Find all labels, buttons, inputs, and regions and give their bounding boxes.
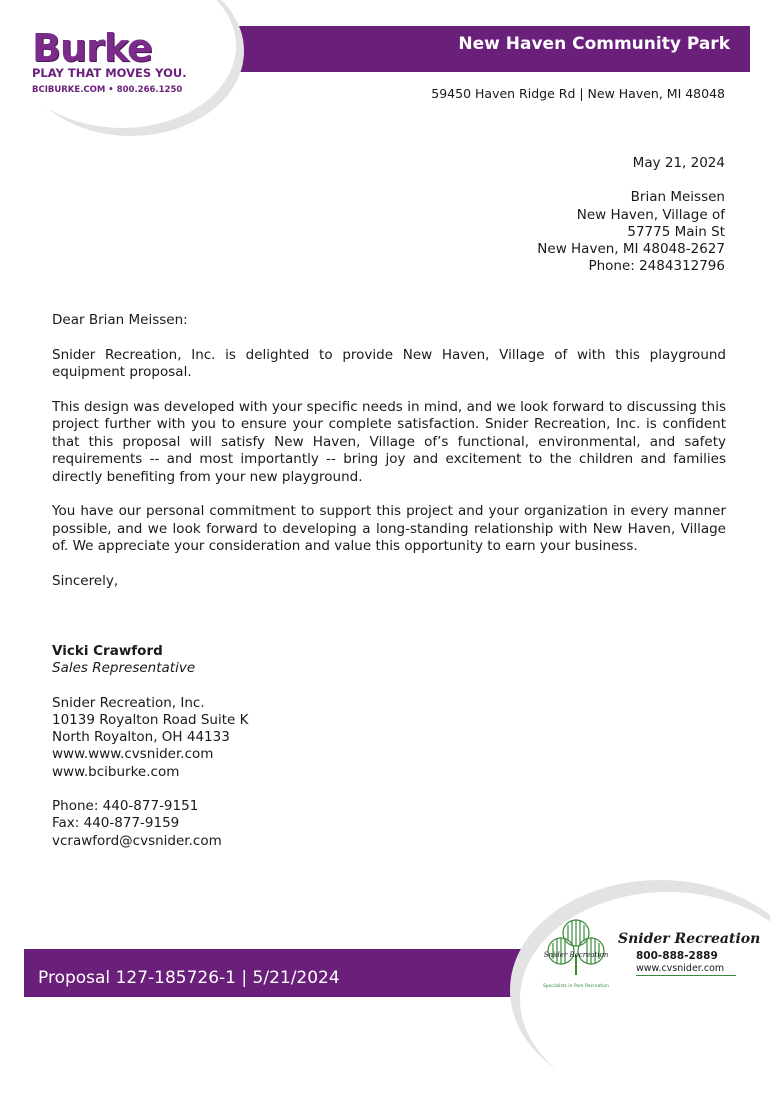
recipient-city: New Haven, MI 48048-2627 [537, 241, 725, 258]
contact-info [52, 798, 248, 850]
burke-logo [32, 26, 192, 95]
svg-text:Snider Recreation: Snider Recreation [543, 951, 609, 959]
snider-recreation-logo [540, 915, 761, 995]
recipient-name: Brian Meissen [630, 189, 725, 206]
salutation: Dear Brian Meissen: [52, 312, 188, 328]
recipient-block [537, 155, 725, 276]
letter-paragraph: You have our personal commitment to support this project and your organization in every manner possible, and we look forward to developing a long-standing relationship with New Haven, Village of. We appreciate your consideration and value this opportunity to earn your business. [52, 503, 726, 554]
company-name: Snider Recreation, Inc. [52, 694, 205, 711]
burke-tagline: PLAY THAT MOVES YOU. [32, 66, 187, 80]
recipient-organization: New Haven, Village of [576, 206, 725, 223]
company-address-line1: 10139 Royalton Road Suite K [52, 711, 249, 728]
proposal-footer: Proposal 127-185726-1 | 5/21/2024 [38, 968, 340, 988]
park-name: New Haven Community Park [458, 34, 730, 54]
signature-block [52, 643, 248, 850]
signer-fax: Fax: 440-877-9159 [52, 815, 180, 832]
recipient-phone: Phone: 2484312796 [588, 258, 725, 275]
shamrock-icon [540, 915, 612, 993]
company-website-link[interactable]: www.www.cvsnider.com [52, 746, 214, 763]
letter-paragraph: Snider Recreation, Inc. is delighted to provide New Haven, Village of with this playground equipment proposal. [52, 346, 726, 380]
closing: Sincerely, [52, 572, 119, 589]
letter-body [52, 312, 726, 607]
svg-text:Specialists in Park Recreation: Specialists in Park Recreation [542, 984, 610, 989]
company-address [52, 695, 248, 781]
signer-email-link[interactable]: vcrawford@cvsnider.com [52, 832, 222, 849]
letter-paragraph: This design was developed with your specific needs in mind, and we look forward to discussing this project further with you to ensure your complete satisfaction. Snider Recreation, Inc. is confident that this proposal will satisfy New Haven, Village of’s functional, environmental, and safety requirements -- and most importantly -- bring joy and excitement to the children and families directly benefiting from your new playground. [52, 398, 726, 485]
signer-name: Vicki Crawford [52, 643, 163, 659]
dealer-name: Snider Recreation [618, 931, 761, 947]
company-address-line2: North Royalton, OH 44133 [52, 729, 230, 746]
signer-title: Sales Representative [52, 660, 196, 677]
recipient-street: 57775 Main St [627, 223, 725, 240]
burke-contact: BCIBURKE.COM • 800.266.1250 [32, 85, 183, 95]
dealer-divider [636, 975, 736, 976]
signer-phone: Phone: 440-877-9151 [52, 798, 199, 815]
burke-website-link[interactable]: www.bciburke.com [52, 763, 180, 780]
letter-date: May 21, 2024 [632, 155, 725, 171]
dealer-phone: 800-888-2889 [636, 950, 718, 962]
burke-logo-wordmark: Burke [32, 26, 152, 70]
dealer-website: www.cvsnider.com [636, 963, 725, 974]
park-address: 59450 Haven Ridge Rd | New Haven, MI 48048 [431, 86, 725, 101]
